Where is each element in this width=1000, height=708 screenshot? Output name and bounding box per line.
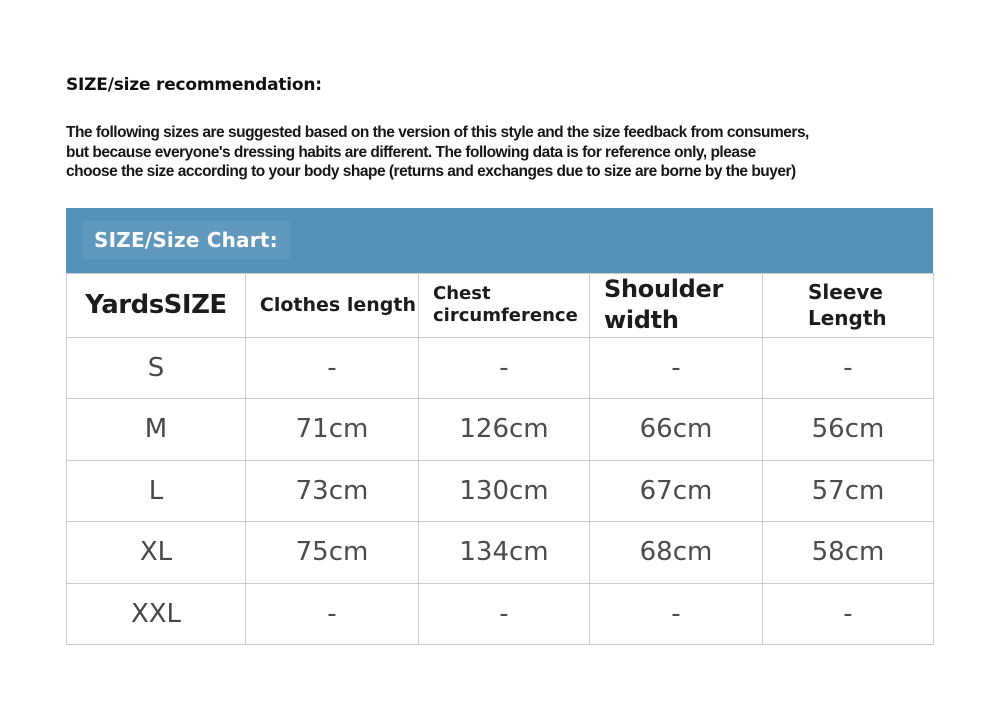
value-cell: 66cm [590, 399, 763, 461]
value-cell: - [590, 583, 763, 645]
value-cell: - [763, 583, 934, 645]
intro-line: but because everyone's dressing habits are different. The following data is for reference only, please [66, 143, 756, 161]
table-row-s [67, 337, 934, 399]
size-chart-title: SIZE/Size Chart: [82, 221, 290, 259]
table-row-xl [67, 522, 934, 584]
value-cell: 57cm [763, 460, 934, 522]
intro-paragraph [66, 123, 1000, 182]
value-cell: 75cm [246, 522, 419, 584]
value-cell: 67cm [590, 460, 763, 522]
value-cell: 130cm [419, 460, 590, 522]
value-cell: - [590, 337, 763, 399]
size-cell: S [67, 337, 246, 399]
value-cell: 68cm [590, 522, 763, 584]
value-cell: - [246, 337, 419, 399]
column-header-yards-size: YardsSIZE [67, 273, 246, 337]
value-cell: 73cm [246, 460, 419, 522]
column-header-sleeve-length [763, 273, 934, 337]
value-cell: - [419, 337, 590, 399]
size-cell: XXL [67, 583, 246, 645]
table-row-l [67, 460, 934, 522]
table-row-m [67, 399, 934, 461]
column-header-chest-circumference: Chest circumference [419, 273, 590, 337]
size-chart-table [66, 273, 934, 646]
intro-line: choose the size according to your body shape (returns and exchanges due to size are borne by the buyer) [66, 163, 796, 180]
value-cell: 134cm [419, 522, 590, 584]
intro-line: The following sizes are suggested based on the version of this style and the size feedback from consumers, [66, 124, 809, 141]
value-cell: 56cm [763, 399, 934, 461]
size-cell: XL [67, 522, 246, 584]
table-row-xxl [67, 583, 934, 645]
size-chart-title-bar [66, 208, 933, 273]
value-cell: - [246, 583, 419, 645]
value-cell: 58cm [763, 522, 934, 584]
column-header-clothes-length: Clothes length [246, 273, 419, 337]
section-heading: SIZE/size recommendation: [66, 75, 322, 95]
size-cell: L [67, 460, 246, 522]
column-header-sleeve-length-label: Sleeve Length [808, 280, 887, 330]
value-cell: - [763, 337, 934, 399]
size-cell: M [67, 399, 246, 461]
value-cell: 71cm [246, 399, 419, 461]
value-cell: - [419, 583, 590, 645]
column-header-shoulder-width: Shoulder width [590, 273, 763, 337]
table-header-row [67, 273, 934, 337]
value-cell: 126cm [419, 399, 590, 461]
